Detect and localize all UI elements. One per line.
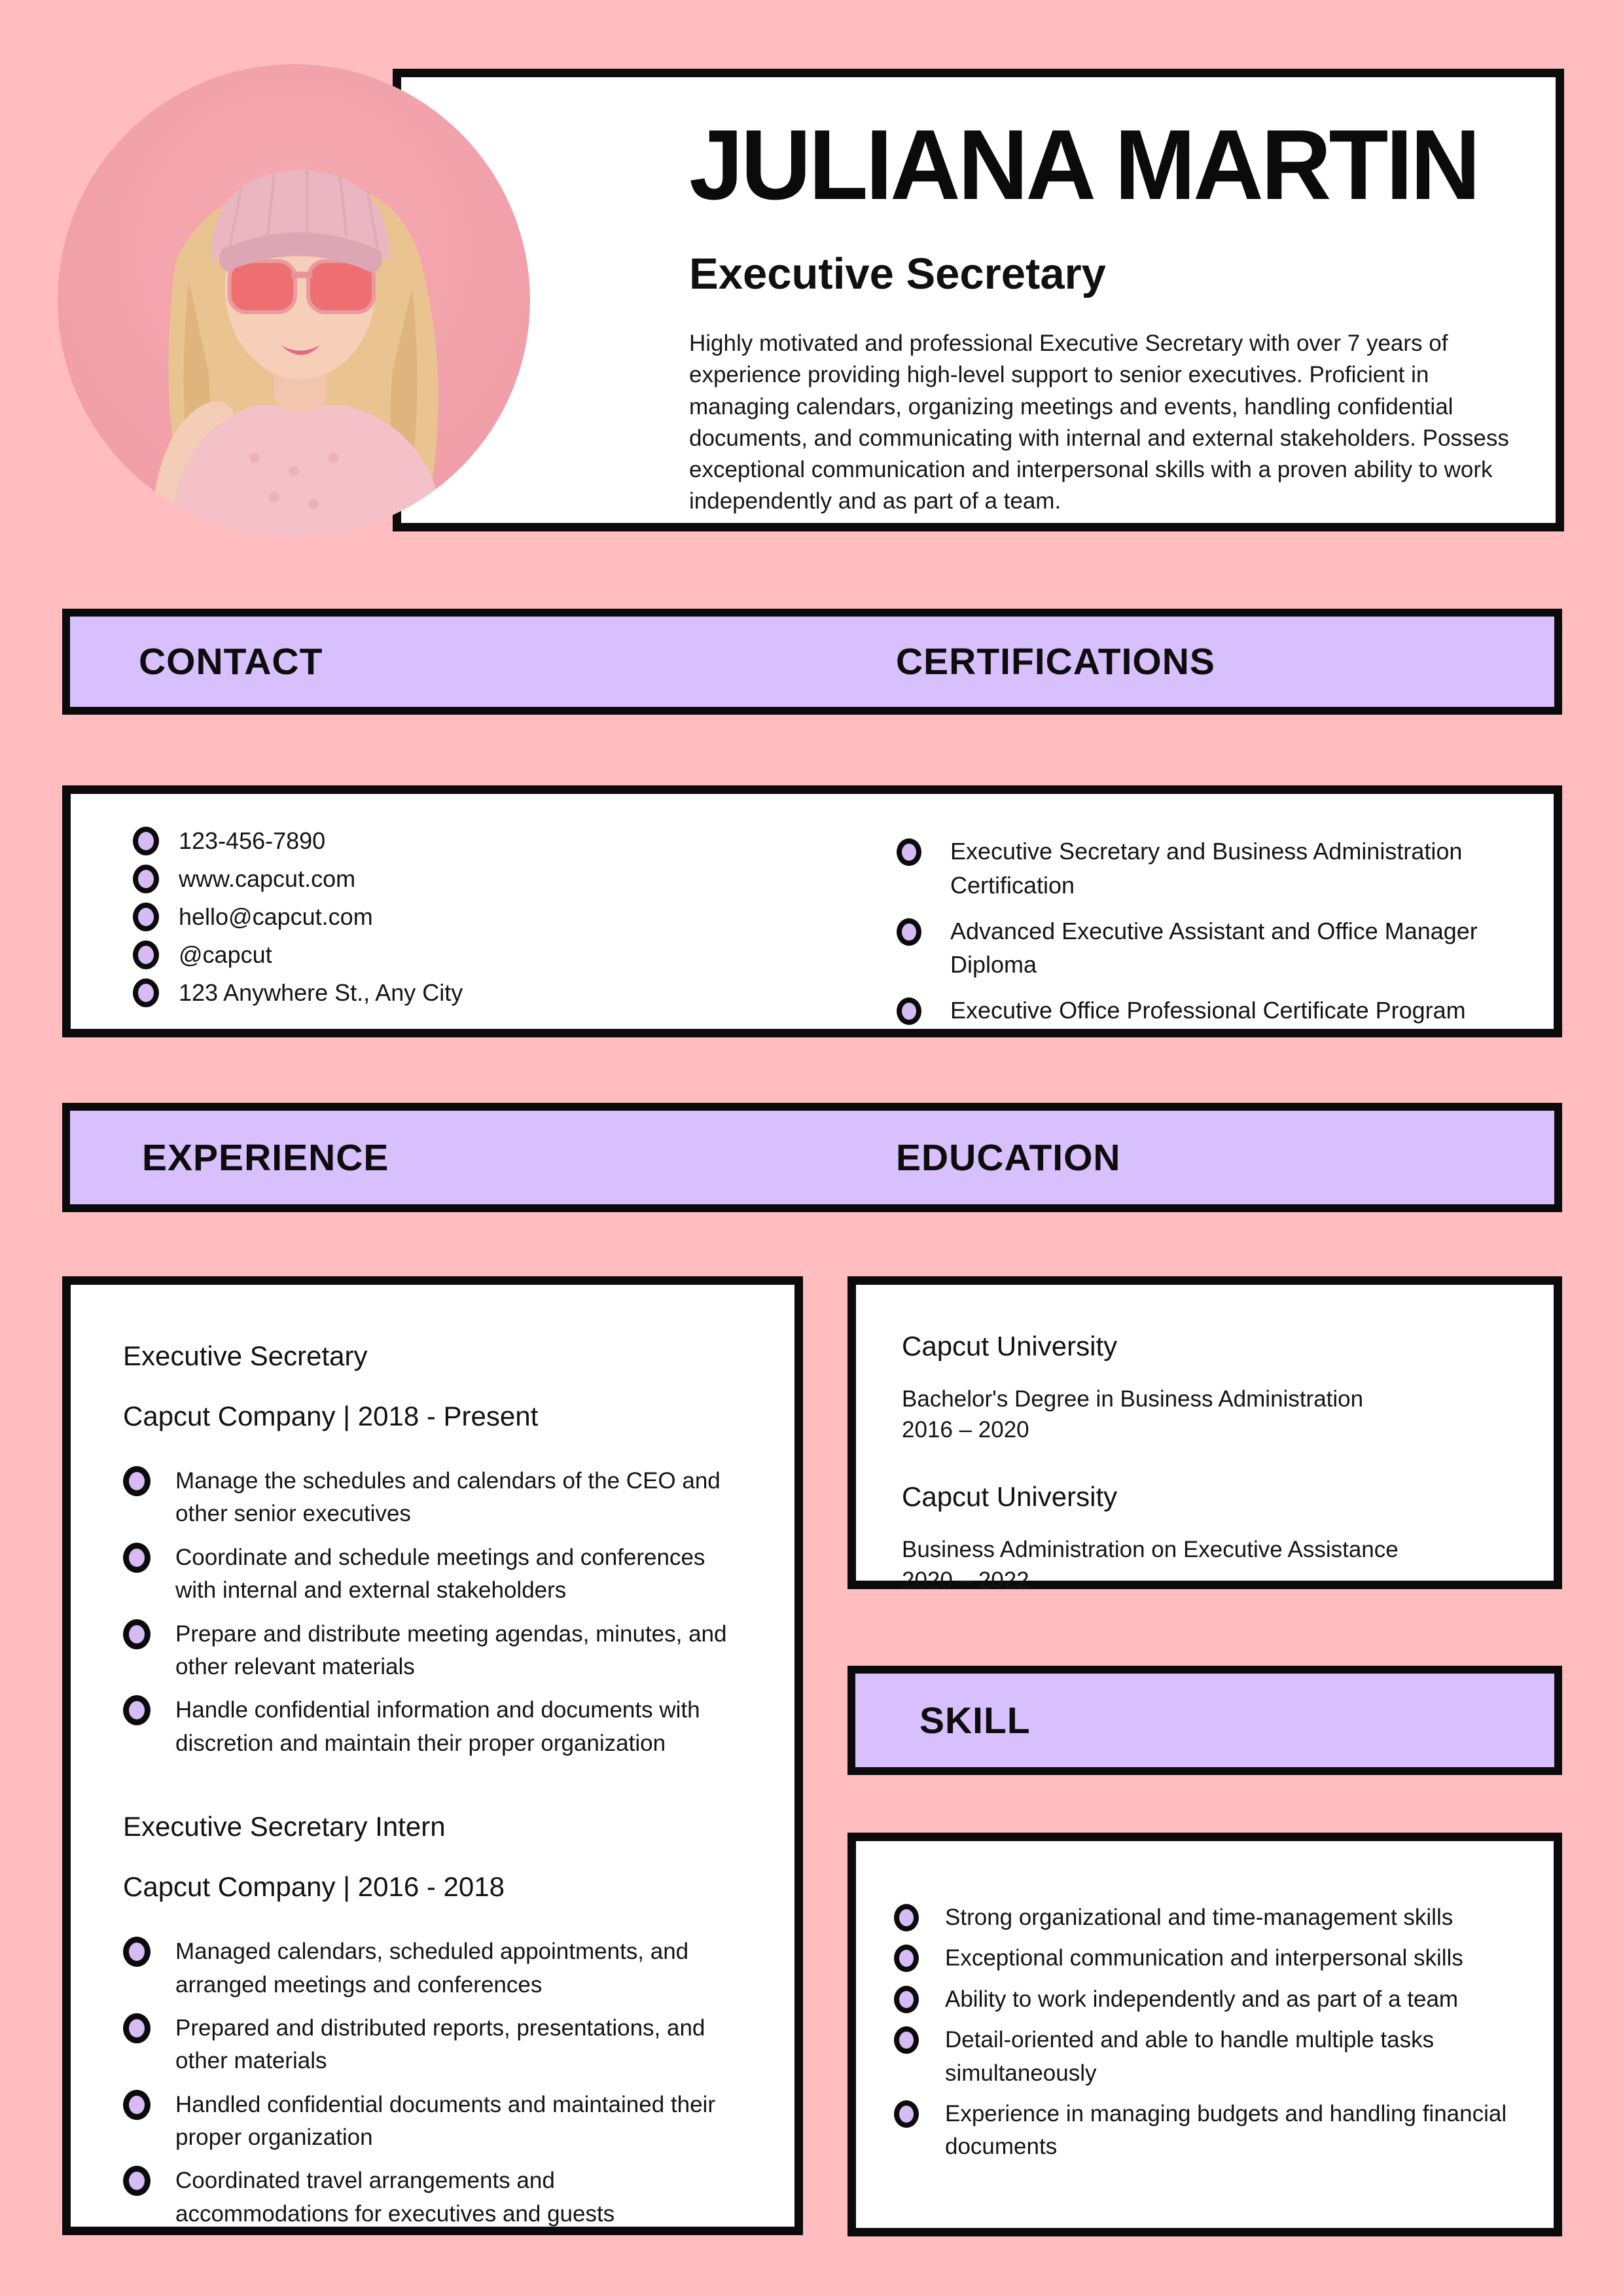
bullet-circle-icon	[123, 2013, 151, 2043]
bullet-circle-icon	[133, 941, 159, 969]
school-name: Capcut University	[902, 1331, 1118, 1361]
portrait-illustration	[58, 64, 530, 537]
bullet-circle-icon	[133, 827, 159, 855]
job-bullet	[123, 1935, 732, 2001]
education-years: 2020 – 2022	[902, 1568, 1029, 1594]
contact-item-address	[133, 980, 463, 1007]
bullet-circle-icon	[897, 918, 921, 946]
skill-item	[894, 1901, 1516, 1934]
skill-text: Exceptional communication and interpersonal skills	[945, 1945, 1463, 1971]
bullet-circle-icon	[123, 1695, 151, 1725]
header-panel	[393, 69, 1564, 531]
contact-item-label: 123-456-7890	[179, 827, 326, 854]
certification-item	[897, 834, 1518, 903]
job-company-dates: Capcut Company | 2018 - Present	[123, 1401, 539, 1431]
job-bullet	[123, 1694, 732, 1760]
skill-panel	[847, 1833, 1562, 2236]
job-company-dates: Capcut Company | 2016 - 2018	[123, 1871, 505, 1903]
bullet-circle-icon	[123, 1937, 151, 1967]
bullet-circle-icon	[897, 838, 921, 866]
bullet-circle-icon	[894, 2100, 919, 2128]
contact-heading: CONTACT	[139, 641, 323, 683]
skill-item	[894, 1942, 1516, 1975]
skill-text: Experience in managing budgets and handling financial documents	[945, 2100, 1507, 2160]
certification-label: Executive Office Professional Certificate Program	[950, 997, 1466, 1024]
contact-item-label: www.capcut.com	[179, 865, 356, 892]
contact-certifications-panel	[62, 785, 1562, 1037]
job-bullet-list	[123, 1935, 755, 2231]
job-entry	[123, 1340, 755, 1760]
skill-list	[894, 1901, 1524, 2164]
job-bullet-text: Handle confidential information and documents with discretion and maintain their proper organization	[175, 1697, 700, 1756]
profile-photo	[58, 64, 530, 537]
section-header-experience-education	[62, 1103, 1562, 1212]
skill-item	[894, 2024, 1516, 2090]
person-name: JULIANA MARTIN	[689, 109, 1478, 221]
skill-text: Detail-oriented and able to handle multiple tasks simultaneously	[945, 2027, 1435, 2086]
job-bullet	[123, 1541, 732, 1607]
job-bullet-list	[123, 1465, 755, 1760]
job-bullet-text: Managed calendars, scheduled appointments, and arranged meetings and conferences	[175, 1939, 689, 1998]
skill-item	[894, 1983, 1516, 2016]
bullet-circle-icon	[123, 1466, 151, 1496]
certification-label: Advanced Executive Assistant and Office Manager Diploma	[950, 917, 1478, 978]
job-bullet	[123, 1465, 732, 1531]
bullet-circle-icon	[894, 1986, 919, 2013]
job-bullet-text: Coordinated travel arrangements and accommodations for executives and guests	[175, 2168, 615, 2227]
contact-item-label: @capcut	[179, 941, 272, 968]
bullet-circle-icon	[894, 1904, 919, 1931]
bullet-circle-icon	[894, 2026, 919, 2054]
bullet-circle-icon	[133, 865, 159, 893]
contact-list	[133, 828, 463, 1007]
contact-item-email	[133, 904, 463, 931]
job-bullet	[123, 2164, 732, 2231]
education-years: 2016 – 2020	[902, 1417, 1029, 1443]
education-heading: EDUCATION	[896, 1136, 1121, 1179]
bullet-circle-icon	[897, 997, 921, 1025]
job-bullet	[123, 2089, 732, 2155]
certification-label: Executive Secretary and Business Administration Certification	[950, 838, 1463, 899]
certification-item	[897, 914, 1518, 982]
skill-text: Ability to work independently and as part of a team	[945, 1986, 1459, 2012]
certifications-heading: CERTIFICATIONS	[896, 641, 1215, 683]
job-bullet	[123, 1618, 732, 1684]
job-bullet-text: Handled confidential documents and maintained their proper organization	[175, 2091, 715, 2151]
profile-summary: Highly motivated and professional Executive Secretary with over 7 years of experience providing high-level support to senior executives. Proficient in managing calendars, organizing meetings and events, handling confidential documents, and communicating with internal and external stakeholders. Possess exceptional communication and interpersonal skills with a proven ability to work independently and as part of a team.	[689, 331, 1509, 514]
job-bullet-text: Prepare and distribute meeting agendas, minutes, and other relevant materials	[175, 1621, 727, 1679]
education-panel	[847, 1276, 1562, 1594]
job-entry	[123, 1811, 755, 2231]
school-name: Capcut University	[902, 1481, 1118, 1513]
job-title-heading: Executive Secretary	[689, 249, 1106, 298]
skill-text: Strong organizational and time-management skills	[945, 1905, 1454, 1930]
job-bullet-text: Coordinate and schedule meetings and conferences with internal and external stakeholders	[175, 1544, 705, 1604]
section-header-skill	[847, 1666, 1562, 1775]
job-bullet-text: Prepared and distributed reports, presentations, and other materials	[175, 2015, 705, 2074]
job-title: Executive Secretary Intern	[123, 1811, 446, 1842]
bullet-circle-icon	[123, 2090, 151, 2120]
education-entry	[902, 1331, 1518, 1443]
bullet-circle-icon	[123, 2166, 151, 2196]
contact-item-label: hello@capcut.com	[179, 903, 373, 930]
job-bullet-text: Manage the schedules and calendars of the CEO and other senior executives	[175, 1468, 721, 1527]
bullet-circle-icon	[123, 1619, 151, 1649]
experience-heading: EXPERIENCE	[142, 1136, 389, 1179]
degree-name: Business Administration on Executive Assistance	[902, 1537, 1399, 1563]
education-entry	[902, 1481, 1518, 1594]
skill-heading: SKILL	[919, 1699, 1031, 1742]
contact-item-label: 123 Anywhere St., Any City	[179, 979, 463, 1006]
contact-item-social	[133, 942, 463, 969]
skill-item	[894, 2098, 1516, 2164]
contact-item-phone	[133, 828, 463, 855]
section-header-contact-certifications	[62, 609, 1562, 715]
certifications-list	[897, 834, 1518, 1028]
degree-name: Bachelor's Degree in Business Administration	[902, 1386, 1364, 1412]
bullet-circle-icon	[894, 1945, 919, 1972]
bullet-circle-icon	[133, 903, 159, 931]
contact-item-website	[133, 866, 463, 893]
job-title: Executive Secretary	[123, 1340, 368, 1371]
job-bullet	[123, 2012, 732, 2078]
bullet-circle-icon	[133, 978, 159, 1007]
experience-panel	[62, 1276, 803, 2235]
certification-item	[897, 994, 1518, 1028]
bullet-circle-icon	[123, 1543, 151, 1573]
